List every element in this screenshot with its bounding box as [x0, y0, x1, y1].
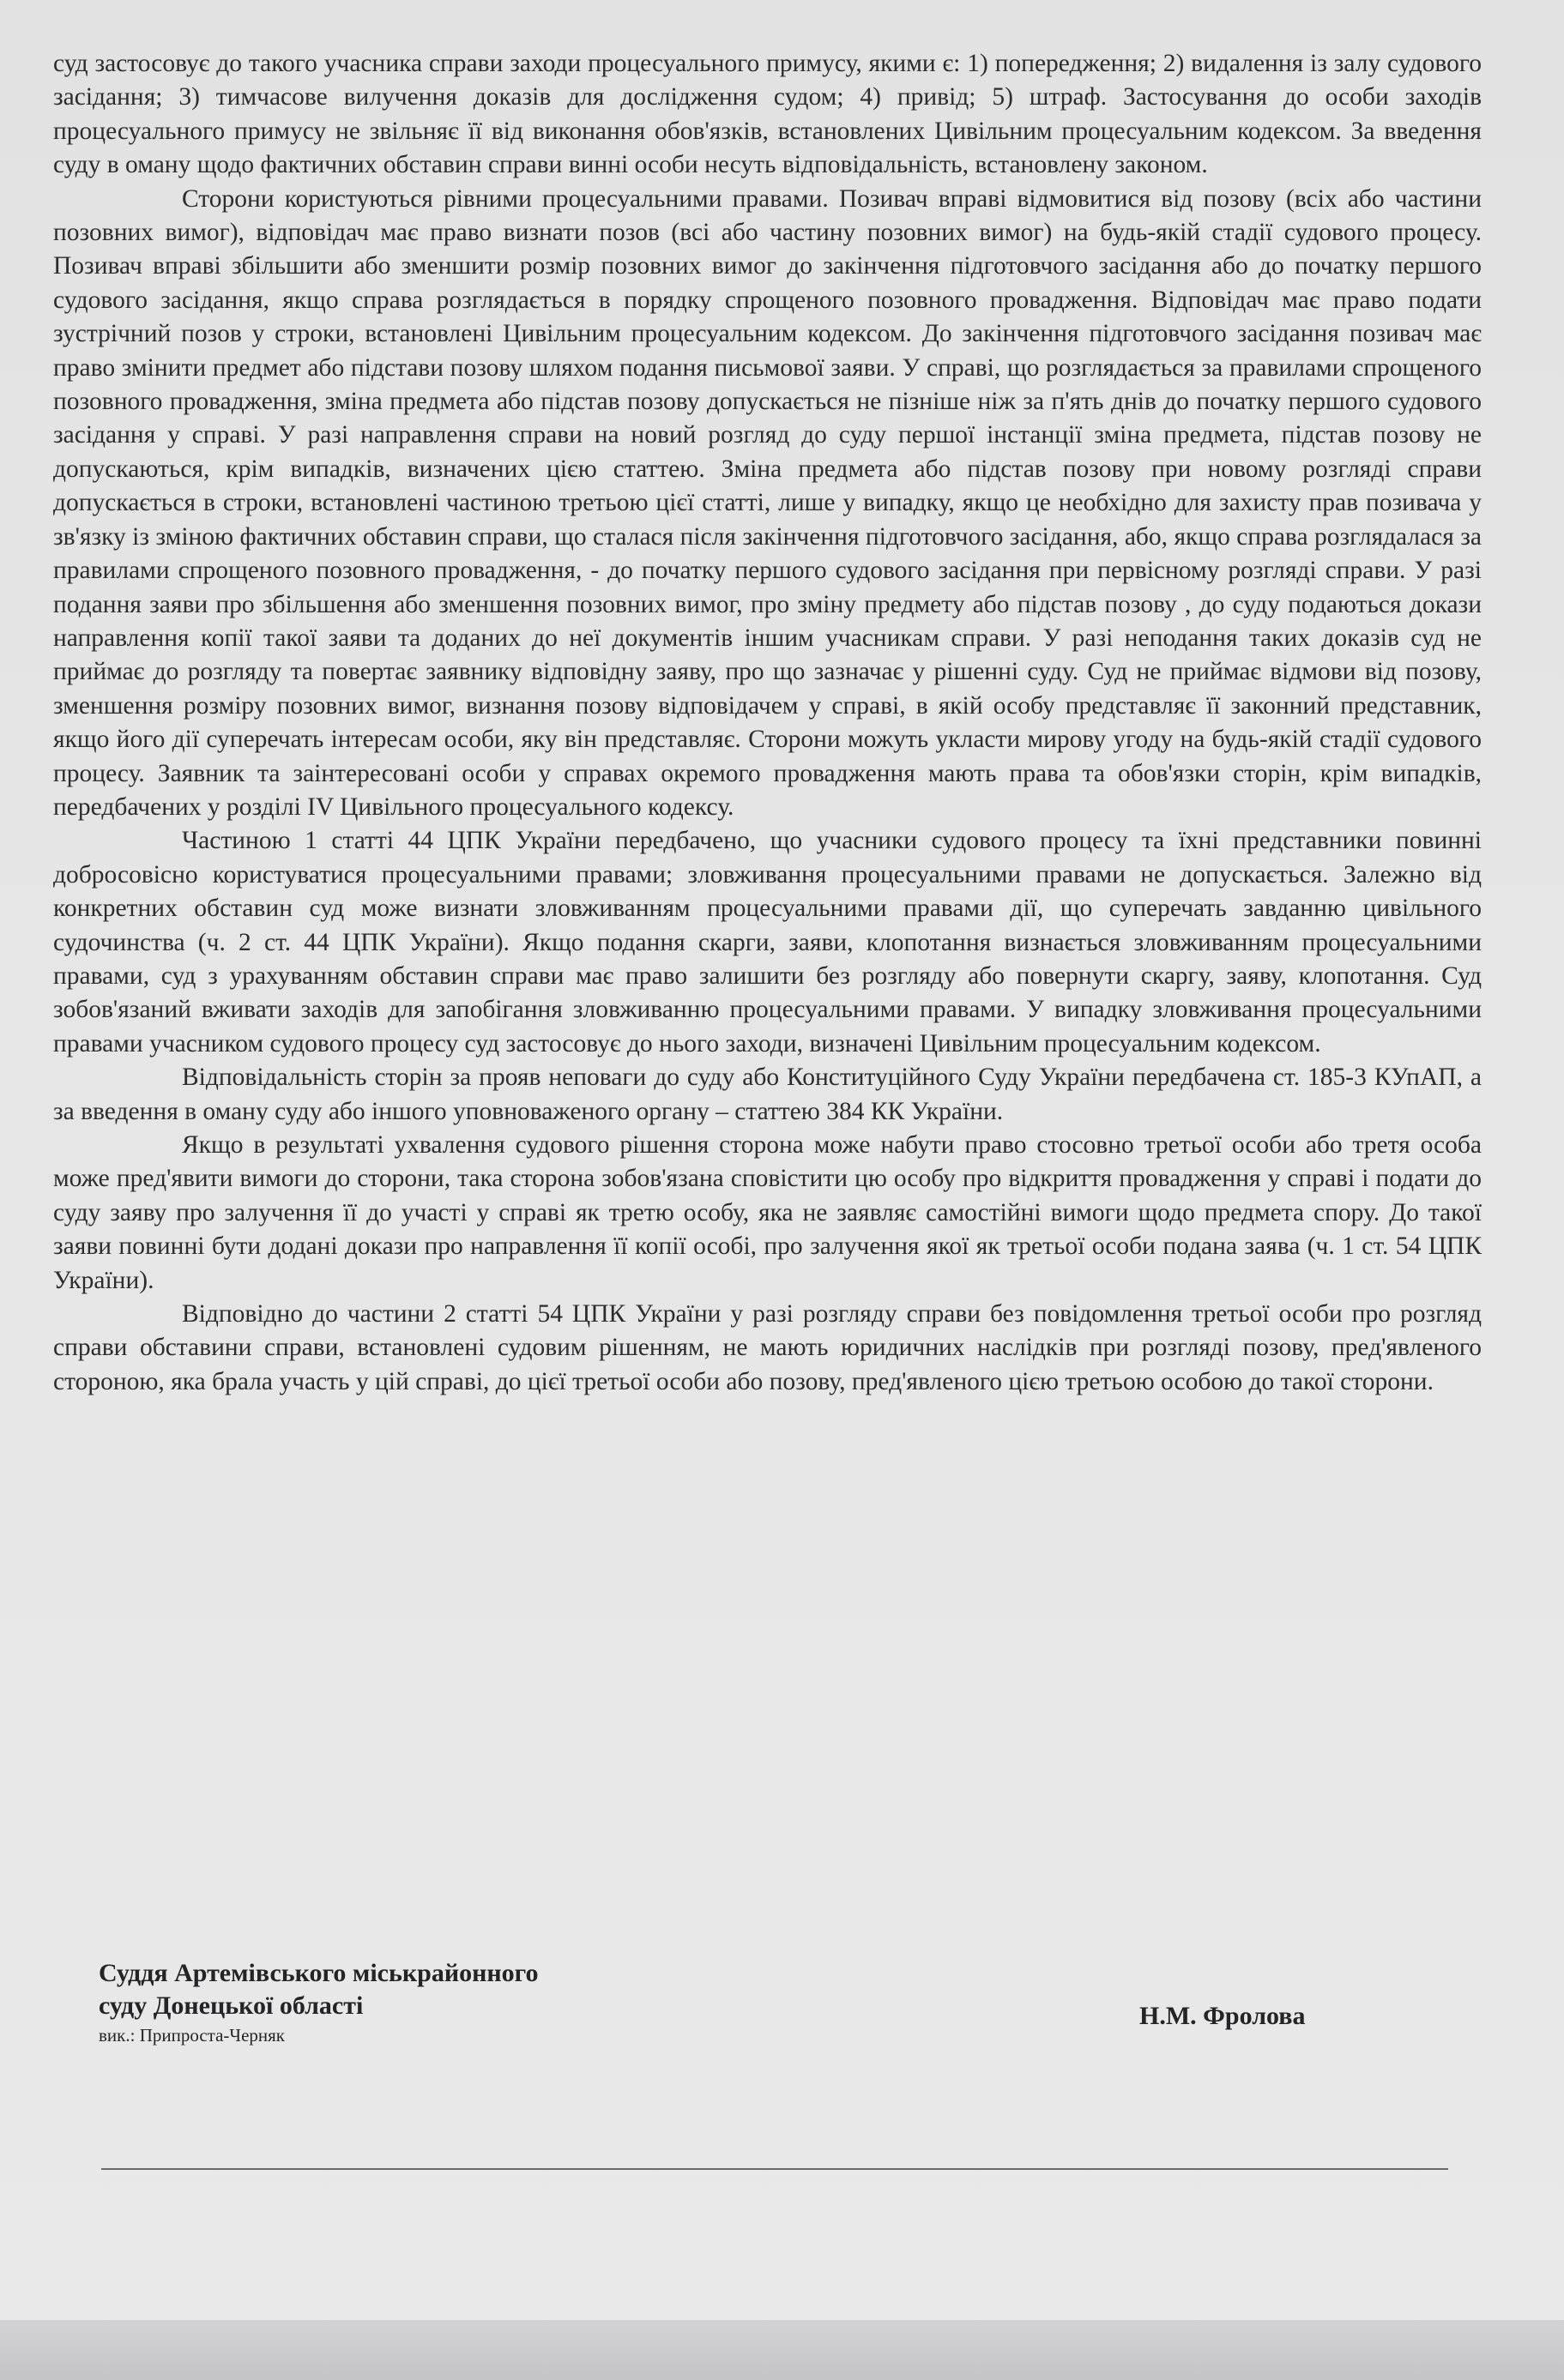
- signature-block: [99, 1957, 1343, 2046]
- judge-name: Н.М. Фролова: [1139, 2002, 1306, 2030]
- judge-position-line-1: Суддя Артемівського міськрайонного: [99, 1959, 539, 1987]
- executor-note: вик.: Припроста-Черняк: [99, 2025, 285, 2046]
- paragraph-3: Частиною 1 статті 44 ЦПК України передбачено, що учасники судового процесу та їхні представники повинні добросовісно користуватися процесуальними правами; зловживання процесуальними правами не допускається. Залежно від конкретних обставин суд може визнати зловживанням процесуальними правами дії, що суперечать завданню цивільного судочинства (ч. 2 ст. 44 ЦПК України). Якщо подання скарги, заяви, клопотання визнається зловживанням процесуальними правами, суд з урахуванням обставин справи має право залишити без розгляду або повернути скаргу, заяву, клопотання. Суд зобов'язаний вживати заходів для запобігання зловживанню процесуальними правами. У випадку зловживання процесуальними правами учасником судового процесу суд застосовує до нього заходи, визначені Цивільним процесуальним кодексом.: [53, 827, 1482, 1057]
- screen-bottom-edge: [0, 2320, 1564, 2380]
- document-body: [53, 47, 1482, 1399]
- paragraph-6: Відповідно до частини 2 статті 54 ЦПК України у разі розгляду справи без повідомлення третьої особи про розгляд справи обставини справи, встановлені судовим рішенням, не мають юридичних наслідків при розгляді позову, пред'явленого стороною, яка брала участь у цій справі, до цієї третьої особи або позову, пред'явленого цією третьою особою до такої сторони.: [53, 1300, 1482, 1395]
- paragraph-1: суд застосовує до такого учасника справи заходи процесуального примусу, якими є: 1) попередження; 2) видалення із залу судового засідання; 3) тимчасове вилучення доказів для дослідження судом; 4) привід; 5) штраф. Застосування до особи заходів процесуального примусу не звільняє її від виконання обов'язків, встановлених Цивільним процесуальним кодексом. За введення суду в оману щодо фактичних обставин справи винні особи несуть відповідальність, встановлену законом.: [53, 50, 1482, 179]
- paragraph-2: Сторони користуються рівними процесуальними правами. Позивач вправі відмовитися від позову (всіх або частини позовних вимог), відповідач має право визнати позов (всі або частину позовних вимог) на будь-якій стадії судового процесу. Позивач вправі збільшити або зменшити розмір позовних вимог до закінчення підготовчого засідання або до початку першого судового засідання, якщо справа розглядається в порядку спрощеного позовного провадження. Відповідач має право подати зустрічний позов у строки, встановлені Цивільним процесуальним кодексом. До закінчення підготовчого засідання позивач має право змінити предмет або підстави позову шляхом подання письмової заяви. У справі, що розглядається за правилами спрощеного позовного провадження, зміна предмета або підстав позову допускається не пізніше ніж за п'ять днів до початку першого судового засідання у справі. У разі направлення справи на новий розгляд до суду першої інстанції зміна предмета, підстав позову не допускаються, крім випадків, визначених цією статтею. Зміна предмета або підстав позову при новому розгляді справи допускається в строки, встановлені частиною третьою цієї статті, лише у випадку, якщо це необхідно для захисту прав позивача у зв'язку із зміною фактичних обставин справи, що сталася після закінчення підготовчого засідання, або, якщо справа розглядалася за правилами спрощеного позовного провадження, - до початку першого судового засідання при первісному розгляді справи. У разі подання заяви про збільшення або зменшення позовних вимог, про зміну предмету або підстав позову , до суду подаються докази направлення копії такої заяви та доданих до неї документів іншим учасникам справи. У разі неподання таких доказів суд не приймає до розгляду та повертає заявнику відповідну заяву, про що зазначає у рішенні суду. Суд не приймає відмови від позову, зменшення розміру позовних вимог, визнання позову відповідачем у справі, в якій особу представляє її законний представник, якщо його дії суперечать інтересам особи, яку він представляє. Сторони можуть укласти мирову угоду на будь-якій стадії судового процесу. Заявник та заінтересовані особи у справах окремого провадження мають права та обов'язки сторін, крім випадків, передбачених у розділі IV Цивільного процесуального кодексу.: [53, 184, 1482, 821]
- judge-position-line-2: суду Донецької області: [99, 1991, 364, 2020]
- paragraph-4: Відповідальність сторін за прояв неповаги до суду або Конституційного Суду України передбачена ст. 185-3 КУпАП, а за введення в оману суду або іншого уповноваженого органу – статтею 384 КК України.: [53, 1063, 1482, 1125]
- paragraph-5: Якщо в результаті ухвалення судового рішення сторона може набути право стосовно третьої особи або третя особа може пред'явити вимоги до сторони, така сторона зобов'язана сповістити цю особу про відкриття провадження у справі і подати до суду заяву про залучення її до участі у справі як третю особу, яка не заявляє самостійні вимоги щодо предмета спору. До такої заяви повинні бути додані докази про направлення її копії особі, про залучення якої як третьої особи подана заява (ч. 1 ст. 54 ЦПК України).: [53, 1131, 1482, 1294]
- footer-divider: [101, 2168, 1448, 2170]
